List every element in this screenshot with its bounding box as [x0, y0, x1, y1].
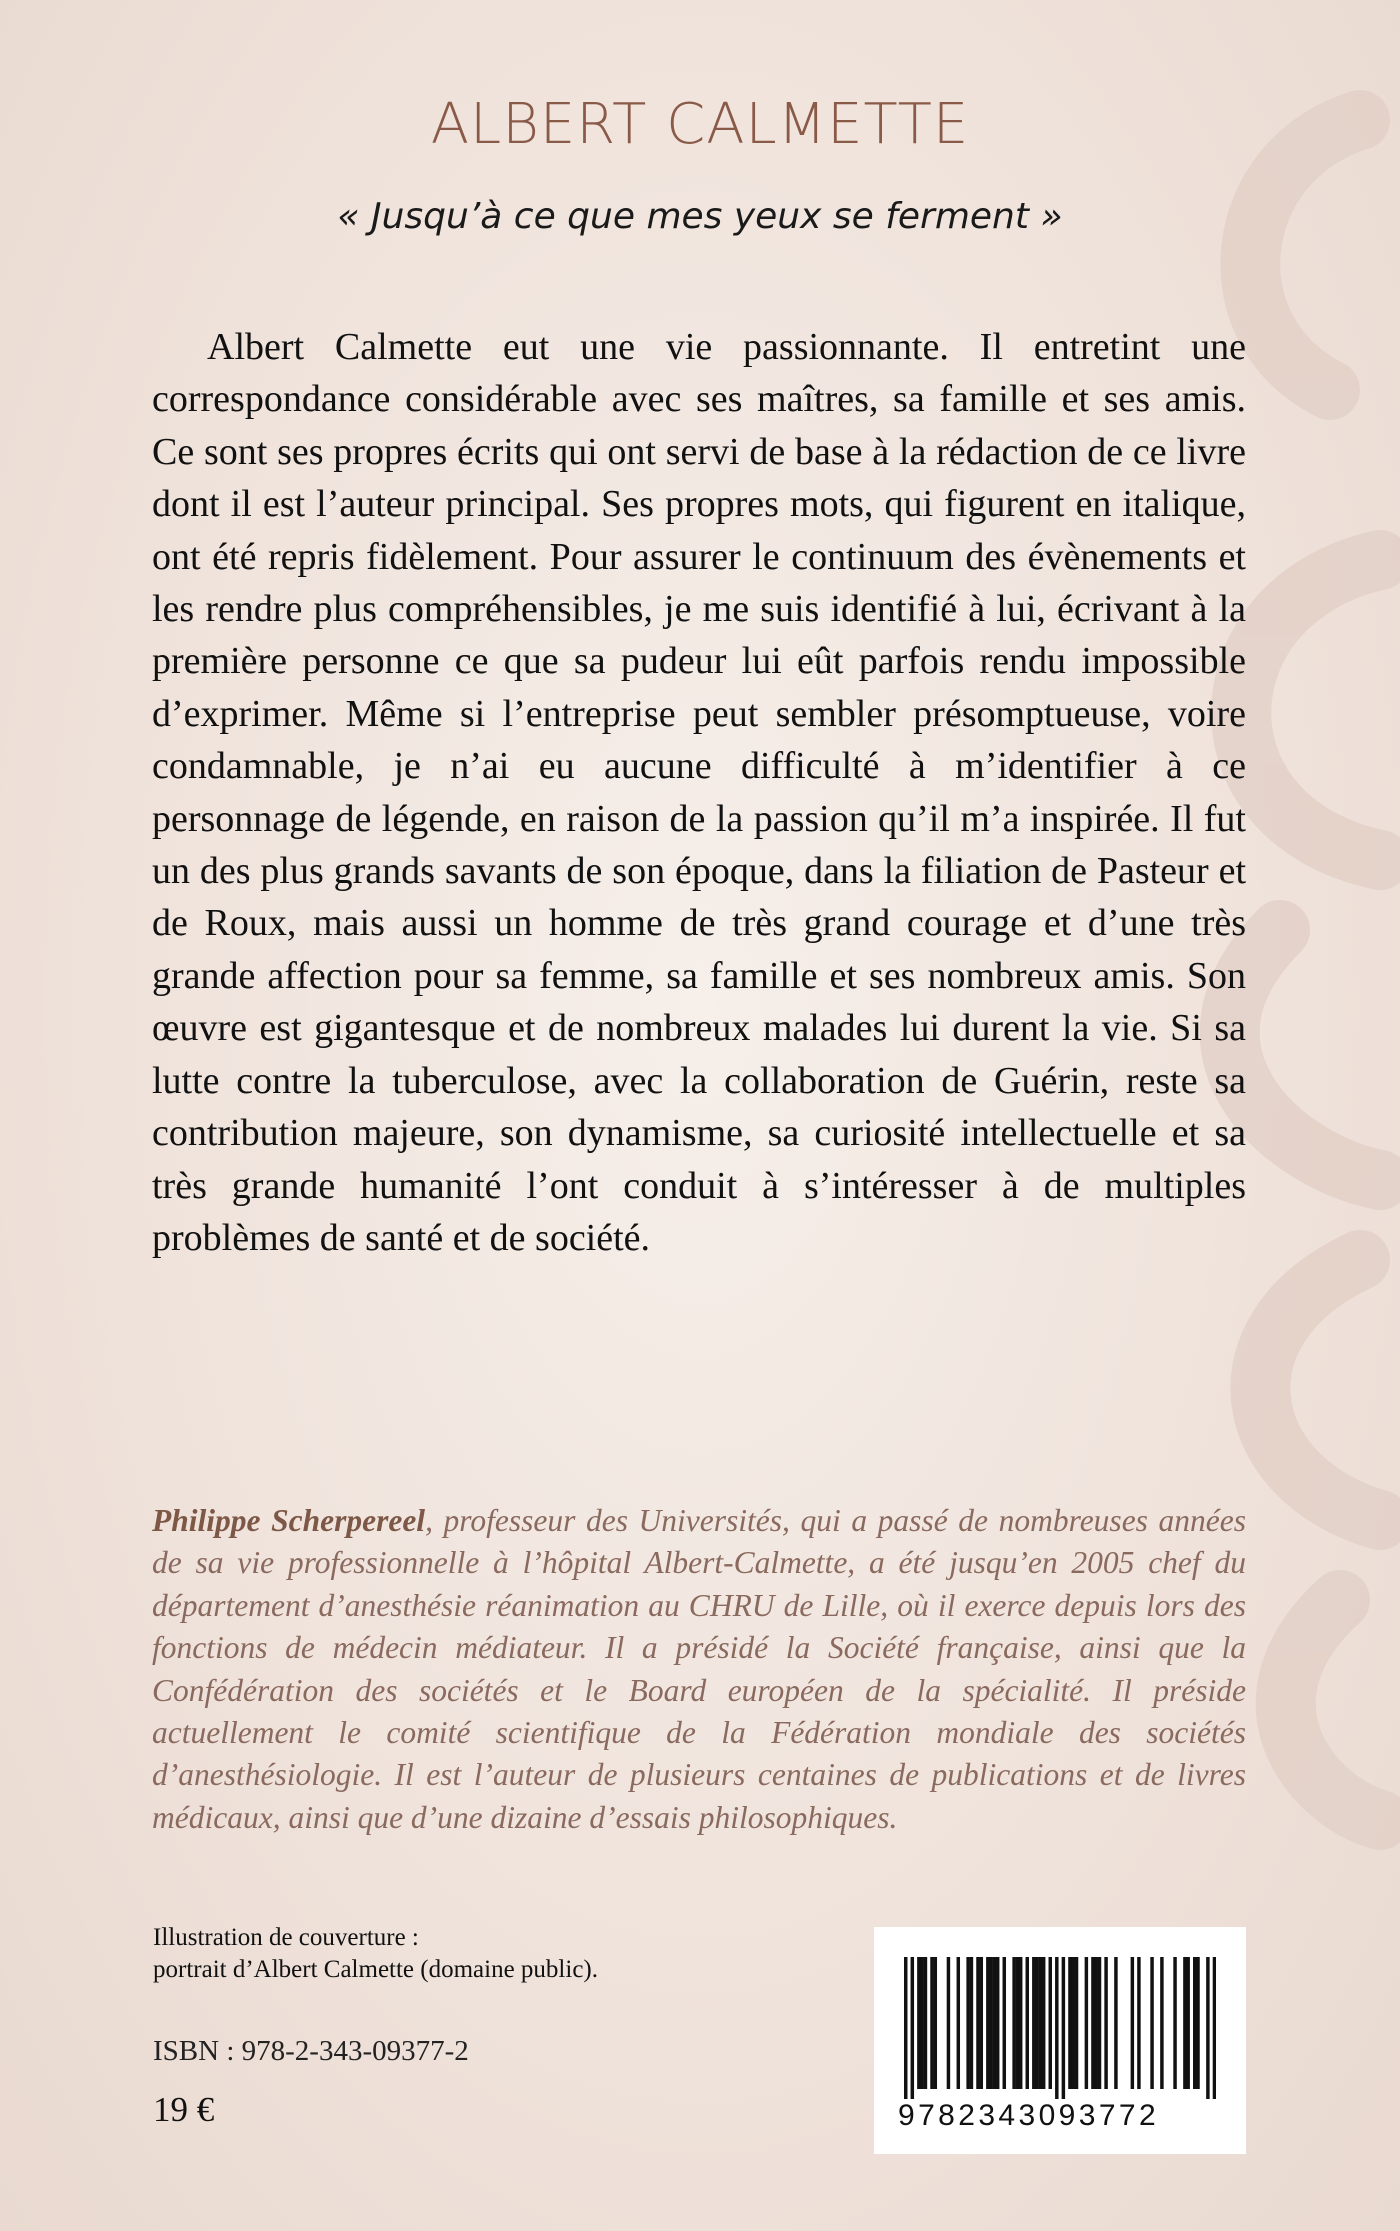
barcode-bar [1150, 1957, 1153, 2089]
barcode-bar [970, 1957, 973, 2089]
barcode-bar [1071, 1957, 1074, 2089]
barcode-bar [966, 1957, 969, 2089]
barcode-bar [930, 1957, 933, 2089]
barcode-bar [947, 1957, 950, 2089]
barcode-bar [911, 1957, 914, 2099]
barcode-bar [1003, 1957, 1006, 2089]
barcode-bar [993, 1957, 996, 2089]
author-bio-text: , professeur des Universités, qui a passé de nombreuses années de sa vie professionnelle à l’hôpital Albert-Calmette, a été jusqu’en 2005 chef du département d’anesthésie réanimation au CHRU de Lille, où il exerce depuis lors des fonctions de médecin médiateur. Il a présidé la Société française, ainsi que la Confédération des sociétés et le Board européen de la spécialité. Il préside actuellement le comité scientifique de la Fédération mondiale des sociétés d’anesthésiologie. Il est l’auteur de plusieurs centaines de publications et de livres médicaux, ainsi que d’une dizaine d’essais philosophiques. [152, 1503, 1246, 1835]
barcode-bar [1213, 1957, 1216, 2099]
barcode-digits: 9782343093772 [898, 2099, 1160, 2132]
isbn-text: ISBN : 978-2-343-09377-2 [153, 2035, 469, 2067]
barcode-bar [976, 1957, 979, 2089]
barcode-bar [1160, 1957, 1163, 2089]
barcode-bar [924, 1957, 927, 2089]
barcode-bar [1062, 1957, 1065, 2099]
barcode-bar [1098, 1957, 1101, 2089]
barcode-bar [920, 1957, 923, 2089]
barcode-bar [1055, 1957, 1058, 2099]
barcode-bar [1114, 1957, 1117, 2089]
credits-line-2: portrait d’Albert Calmette (domaine public). [153, 1956, 598, 1983]
blurb-text: Albert Calmette eut une vie passionnante. Il entretint une correspondance considérable avec ses maîtres, sa famille et ses amis. Ce sont ses propres écrits qui ont servi de base à la rédaction de ce livre dont il est l’auteur principal. Ses propres mots, qui figurent en italique, ont été repris fidèlement. Pour assurer le continuum des évènements et les rendre plus compréhensibles, je me suis identifié à lui, écrivant à la première personne ce que sa pudeur lui eût parfois rendu impossible d’exprimer. Même si l’entreprise peut sembler présomptueuse, voire condamnable, je n’ai eu aucune difficulté à m’identifier à ce personnage de légende, en raison de la passion qu’il m’a inspirée. Il fut un des plus grands savants de son époque, dans la filiation de Pasteur et de Roux, mais aussi un homme de très grand courage et d’une très grande affection pour sa femme, sa famille et ses nombreux amis. Son œuvre est gigantesque et de nombreux malades lui durent la vie. Si sa lutte contre la tuberculose, avec la collaboration de Guérin, reste sa contribution majeure, son dynamisme, sa curiosité intellectuelle et sa très grande humanité l’ont conduit à s’intéresser à de multiples problèmes de santé et de société. [152, 326, 1246, 1259]
barcode-bar [1016, 1957, 1019, 2089]
barcode-bar [1193, 1957, 1196, 2089]
book-subtitle: « Jusqu’à ce que mes yeux se ferment » [337, 196, 1063, 237]
barcode-bar [1012, 1957, 1015, 2089]
barcode-bar [934, 1957, 937, 2089]
barcode-bar [1042, 1957, 1045, 2089]
barcode-bar [1032, 1957, 1035, 2089]
barcode-bar [1186, 1957, 1189, 2089]
barcode-bar [1196, 1957, 1199, 2089]
barcode-bar [957, 1957, 960, 2089]
barcode-bar [1019, 1957, 1022, 2089]
barcode-bar [1131, 1957, 1134, 2089]
barcode [874, 1927, 1246, 2154]
barcode-bar [1137, 1957, 1140, 2089]
barcode-bars [904, 1957, 1216, 2099]
author-bio [152, 1500, 1246, 1839]
barcode-bar [904, 1957, 907, 2099]
barcode-bar [1183, 1957, 1186, 2089]
barcode-bar [1206, 1957, 1209, 2099]
price-text: 19 € [153, 2090, 215, 2129]
illustration-credits [153, 1922, 713, 1986]
barcode-bar [980, 1957, 983, 2089]
barcode-bar [1094, 1957, 1097, 2089]
barcode-bar [1075, 1957, 1078, 2089]
barcode-bar [989, 1957, 992, 2089]
author-name: Philippe Scherpereel [152, 1503, 426, 1538]
barcode-bar [986, 1957, 989, 2089]
barcode-bar [1039, 1957, 1042, 2089]
barcode-bar [1085, 1957, 1088, 2089]
barcode-bar [1049, 1957, 1052, 2089]
barcode-bar [1026, 1957, 1029, 2089]
barcode-bar [917, 1957, 920, 2089]
book-title: ALBERT CALMETTE [430, 92, 970, 157]
barcode-bar [1035, 1957, 1038, 2089]
barcode-bar [1104, 1957, 1107, 2089]
barcode-bar [1091, 1957, 1094, 2089]
barcode-bar [1173, 1957, 1176, 2089]
credits-line-1: Illustration de couverture : [153, 1924, 419, 1951]
barcode-bar [996, 1957, 999, 2089]
barcode-bar [1068, 1957, 1071, 2089]
